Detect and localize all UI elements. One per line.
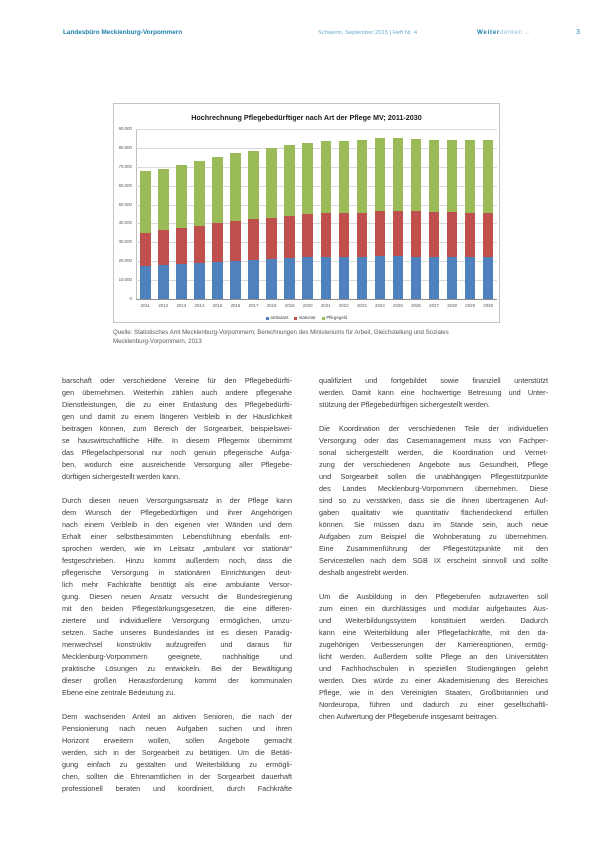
text-line: praktische Lösungen zu entwickeln. Bei der Bewältigung [62, 664, 292, 673]
header-brand-bold: Weiter [477, 29, 500, 36]
bar-segment-ambulant [266, 259, 277, 299]
legend-label: stationär [298, 315, 316, 320]
bar-2019 [284, 145, 295, 299]
header-brand-light: denken ... [500, 29, 531, 36]
text-line: kann eine Weiterbildung aller Pflegefachkräfte, mit den da- [319, 628, 548, 637]
bar-segment-Pflegegeld [248, 151, 259, 220]
gridline [136, 186, 497, 187]
text-line: Eine Zusammenführung der Pflegestützpunkte mit den [319, 544, 548, 553]
y-tick-label: 0 [129, 296, 132, 301]
bar-segment-Pflegegeld [429, 140, 440, 213]
x-axis-line [136, 299, 497, 300]
bar-2029 [465, 140, 476, 299]
y-tick-label: 70.000 [118, 163, 132, 169]
bar-segment-stationär [375, 211, 386, 256]
bar-2021 [321, 141, 332, 299]
bar-2030 [483, 140, 494, 299]
text-line: gung. Diesen neuen Ansatz versucht die Bundesregierung [62, 592, 292, 601]
text-line: Dienstleistungen, die zu einer Entlastung des Pflegebedürfti- [62, 400, 292, 409]
text-line: zung der verschiedenen Angebote aus Gesundheit, Pflege [319, 460, 548, 469]
text-line: Um die Ausbildung in den Pflegeberufen aufzuwerten soll [319, 592, 548, 601]
bar-segment-Pflegegeld [447, 140, 458, 213]
y-tick-label: 80.000 [118, 144, 132, 150]
text-column-right [319, 375, 548, 735]
legend-swatch-icon [322, 317, 325, 320]
text-line: Versorgung oder das Casemanagement muss von Fachper- [319, 436, 548, 445]
text-line: ben, wodurch eine ausreichende Versorgung aller Pflegebe- [62, 460, 292, 469]
text-line: werden. Damit kann eine hochwertige Betreuung und Unter- [319, 388, 548, 397]
bar-segment-ambulant [321, 257, 332, 299]
x-tick-label: 2017 [248, 303, 259, 308]
text-line: nach einem Verbleib in den eigenen vier Wänden und dem [62, 520, 292, 529]
bar-2014 [194, 161, 205, 299]
text-line: können. Sie müssen dazu im Stande sein, auch neue [319, 520, 548, 529]
text-line: gen und damit zu einem längeren Verbleib in der Häuslichkeit [62, 412, 292, 421]
text-line: dem Wunsch der Pflegebedürftigen und ihrer Angehörigen [62, 508, 292, 517]
figure-caption [113, 328, 513, 346]
bar-segment-stationär [483, 213, 494, 258]
bar-2028 [447, 140, 458, 299]
bar-segment-stationär [357, 213, 368, 257]
text-line: werden. Dies würde zu einer Akademisierung des Bereiches [319, 676, 548, 685]
chart-legend [114, 315, 499, 321]
y-tick-label: 60.000 [118, 182, 132, 188]
bar-segment-Pflegegeld [266, 148, 277, 218]
text-line: zum einen ein durchlässiges und modular aufgebautes Aus- [319, 604, 548, 613]
text-line: Mecklenburg-Vorpommern geeignete, nachhaltige und [62, 652, 292, 661]
text-line: professionell beraten und koordiniert, durch Fachkräfte [62, 784, 292, 793]
text-line: stützung der Pflegebedürftigen sichergestellt werden. [319, 400, 490, 409]
bar-segment-Pflegegeld [194, 161, 205, 226]
bar-segment-Pflegegeld [321, 141, 332, 213]
y-tick-label: 50.000 [118, 201, 132, 207]
text-line: und Weiterbildungssystem konstituiert werden. Dadurch [319, 616, 548, 625]
bar-segment-stationär [212, 223, 223, 262]
bar-2024 [375, 138, 386, 299]
bar-2017 [248, 151, 259, 299]
x-tick-label: 2023 [356, 303, 367, 308]
bar-2016 [230, 153, 241, 299]
text-line: ziertere und individuellere Versorgung ermöglichen, umzu- [62, 616, 292, 625]
text-line: chen, sollten die Ehrenamtlichen in der Sorgearbeit dauerhaft [62, 772, 292, 781]
legend-item [322, 315, 347, 321]
bar-segment-ambulant [375, 256, 386, 299]
bar-segment-Pflegegeld [176, 165, 187, 228]
text-line: pflegerische Versorgung in stationären Einrichtungen deut- [62, 568, 292, 577]
text-line: Aufgaben zum Beispiel die Wohnberatung zu übernehmen. [319, 532, 548, 541]
x-tick-label: 2027 [429, 303, 439, 308]
bar-2018 [266, 148, 277, 299]
bar-segment-ambulant [411, 257, 422, 299]
gridline [136, 205, 497, 206]
bar-segment-Pflegegeld [140, 171, 151, 232]
text-column-left [62, 375, 292, 807]
text-line: Ebene eine zentrale Bedeutung zu. [62, 688, 176, 697]
bar-segment-ambulant [140, 266, 151, 299]
text-line: setzen. Sache unseres Bundeslandes ist es diesen Paradig- [62, 628, 292, 637]
bar-segment-stationär [176, 228, 187, 264]
text-line: sonal sichergestellt werden, die Koordination und Vernet- [319, 448, 548, 457]
legend-swatch-icon [266, 317, 269, 320]
text-line: dürftigen sichergestellt werden kann. [62, 472, 181, 481]
bar-segment-Pflegegeld [483, 140, 494, 213]
x-tick-label: 2024 [375, 303, 385, 308]
text-line: Nordeuropa, führen und dadurch zu einer gesellschaftli- [319, 700, 548, 709]
bar-segment-ambulant [393, 256, 404, 299]
text-line: beitragen können, zum Bereich der Sorgearbeit, beispielswei- [62, 424, 292, 433]
y-axis-line [136, 129, 137, 299]
text-line: gaben qualitativ wie quantitativ flächendeckend erfüllen [319, 508, 548, 517]
bar-segment-stationär [411, 211, 422, 257]
bar-2011 [140, 171, 151, 299]
text-line: gen übernehmen. Weiterhin zählen auch andere pflegenahe [62, 388, 292, 397]
x-tick-label: 2013 [176, 303, 187, 308]
caption-line: Mecklenburg-Vorpommern, 2013 [113, 338, 202, 345]
text-line: Pflege, wie in den Vereinigten Staaten, Großbritannien und [319, 688, 548, 697]
x-tick-label: 2020 [302, 303, 313, 308]
text-line: licht werden. Außerdem sollte Pflege an den Universitäten [319, 652, 548, 661]
text-line: barschaft oder verschiedene Vereine für den Pflegebedürfti- [62, 376, 292, 385]
y-tick-label: 90.000 [118, 126, 132, 131]
x-tick-label: 2018 [266, 303, 277, 308]
x-tick-label: 2011 [140, 303, 150, 308]
bar-segment-stationär [429, 212, 440, 257]
text-line: mit den beiden Pflegestärkungsgesetzen, die eine differen- [62, 604, 292, 613]
x-tick-label: 2030 [483, 303, 494, 308]
bar-segment-ambulant [176, 264, 187, 299]
bar-segment-Pflegegeld [357, 140, 368, 213]
bar-segment-stationär [393, 211, 404, 256]
legend-item [266, 315, 289, 321]
chart-figure [113, 103, 500, 323]
text-line: dieser großen Herausforderung kommt der kommunalen [62, 676, 292, 685]
header-issue-info: Schwerin, September 2015 | Heft Nr. 4 [318, 30, 418, 36]
gridline [136, 129, 497, 130]
bar-segment-stationär [339, 213, 350, 257]
bar-segment-ambulant [248, 260, 259, 299]
gridline [136, 261, 497, 262]
bar-segment-ambulant [465, 257, 476, 299]
bar-segment-stationär [447, 212, 458, 257]
bar-2012 [158, 169, 169, 299]
page-number: 3 [576, 27, 580, 36]
bar-segment-Pflegegeld [465, 140, 476, 213]
bar-segment-ambulant [447, 257, 458, 299]
text-line: und Sorgearbeit sollen die unabhängigen Pflegestützpunkte [319, 472, 548, 481]
x-tick-label: 2029 [465, 303, 476, 308]
x-tick-label: 2026 [411, 303, 421, 308]
text-line: Die Koordination der verschiedenen Teile der individuellen [319, 424, 548, 433]
bar-segment-ambulant [284, 258, 295, 299]
paragraph [62, 375, 292, 483]
text-line: Servicestellen nach dem SGB IX erscheint sinnvoll und sollte [319, 556, 548, 565]
x-tick-label: 2014 [194, 303, 205, 308]
bar-segment-stationär [266, 218, 277, 259]
bar-2020 [302, 143, 313, 299]
y-tick-label: 40.000 [118, 220, 132, 226]
bar-2026 [411, 139, 422, 299]
x-tick-label: 2012 [158, 303, 169, 308]
bar-segment-ambulant [483, 257, 494, 299]
text-line: und Fachhochschulen in speziellen Studiengängen gelehrt [319, 664, 548, 673]
bar-2027 [429, 140, 440, 299]
text-line: werden, sich in der Sorgearbeit zu betätigen. Um die Betäti- [62, 748, 292, 757]
paragraph [319, 591, 548, 723]
header-brand [477, 28, 531, 38]
bar-segment-ambulant [212, 262, 223, 299]
bar-segment-stationär [140, 233, 151, 267]
bar-segment-Pflegegeld [212, 157, 223, 223]
bar-segment-Pflegegeld [375, 138, 386, 211]
text-line: Dem wachsenden Anteil an aktiven Senioren, die nach der [62, 712, 292, 721]
gridline [136, 148, 497, 149]
text-line: sprochen werden, wie im Leitsatz „ambulant vor stationär“ [62, 544, 292, 553]
text-line: Durch diesen neuen Versorgungsansatz in der Pflege kann [62, 496, 292, 505]
text-line: Erhalt einer selbstbestimmten Lebensführung ebenfalls ent- [62, 532, 292, 541]
text-line: se hauswirtschaftliche Hilfe. In diesem Pflegemix übernimmt [62, 436, 292, 445]
legend-label: ambulant [270, 315, 289, 320]
bar-segment-ambulant [302, 257, 313, 299]
gridline [136, 242, 497, 243]
text-line: das Pflegefachpersonal nur noch genuin pflegerische Aufga- [62, 448, 292, 457]
x-tick-label: 2021 [320, 303, 331, 308]
text-line: sind so zu verstärken, dass sie die ihnen übertragenen Auf- [319, 496, 548, 505]
bar-segment-Pflegegeld [302, 143, 313, 215]
bar-segment-stationär [302, 214, 313, 257]
legend-item [294, 315, 315, 321]
bar-2023 [357, 140, 368, 299]
x-tick-label: 2022 [338, 303, 349, 308]
text-line: festgeschrieben. Hinzu kommt außerdem noch, dass die [62, 556, 292, 565]
bar-segment-stationär [321, 213, 332, 256]
caption-line: Quelle: Statistisches Amt Mecklenburg-Vorpommern; Berechnungen des Ministeriums für Arbeit, Gleichstellung und Soziales [113, 329, 449, 336]
text-line: qualifiziert und fortgebildet sowie finanziell unterstützt [319, 376, 548, 385]
paragraph [62, 495, 292, 699]
x-tick-label: 2025 [393, 303, 403, 308]
legend-label: Pflegegeld [326, 315, 348, 320]
text-line: zugehörigen Verbesserungen der Karriereoptionen, ermög- [319, 640, 548, 649]
text-line: Pensionierung nach neuen Aufgaben suchen und ihren [62, 724, 292, 733]
bar-segment-Pflegegeld [393, 138, 404, 211]
bar-segment-Pflegegeld [339, 141, 350, 213]
x-tick-label: 2015 [212, 303, 223, 308]
bar-segment-Pflegegeld [411, 139, 422, 212]
bar-segment-Pflegegeld [284, 145, 295, 217]
text-line: chen Aufwertung der Pflegeberufe insgesamt beitragen. [319, 712, 499, 721]
chart-title: Hochrechnung Pflegebedürftiger nach Art der Pflege MV; 2011-2030 [191, 113, 422, 122]
bar-segment-Pflegegeld [158, 169, 169, 230]
chart-plot [136, 129, 497, 299]
bar-segment-ambulant [230, 261, 241, 299]
bar-segment-ambulant [339, 257, 350, 299]
bar-segment-ambulant [357, 257, 368, 299]
header-organization: Landesbüro Mecklenburg-Vorpommern [63, 29, 183, 36]
bar-segment-ambulant [194, 263, 205, 299]
paragraph [319, 375, 548, 411]
y-tick-label: 30.000 [118, 239, 132, 245]
legend-swatch-icon [294, 317, 297, 320]
text-line: deshalb angestrebt werden. [319, 568, 409, 577]
x-tick-label: 2028 [447, 303, 457, 308]
y-tick-label: 10.000 [118, 277, 132, 283]
paragraph [319, 423, 548, 579]
bar-segment-stationär [248, 219, 259, 260]
bar-segment-stationär [230, 221, 241, 261]
bar-2015 [212, 157, 223, 299]
bar-2025 [393, 138, 404, 299]
y-tick-label: 20.000 [118, 258, 132, 264]
bar-2022 [339, 141, 350, 299]
gridline [136, 280, 497, 281]
gridline [136, 167, 497, 168]
text-line: gung einfach zu gestalten und Weiterbildung zu ermögli- [62, 760, 292, 769]
x-tick-label: 2016 [230, 303, 241, 308]
text-line: des Landes Mecklenburg-Vorpommern übernehmen. Diese [319, 484, 548, 493]
bar-segment-stationär [194, 226, 205, 263]
bar-segment-Pflegegeld [230, 153, 241, 221]
bar-2013 [176, 165, 187, 299]
bar-segment-ambulant [158, 265, 169, 299]
text-line: lich mehr Fachkräfte benötigt als eine ambulante Versor- [62, 580, 292, 589]
bar-segment-ambulant [429, 257, 440, 299]
bar-segment-stationär [158, 230, 169, 265]
text-line: Horizont erweitern wollen, sollen Angebote gemacht [62, 736, 292, 745]
paragraph [62, 711, 292, 795]
x-tick-label: 2019 [284, 303, 295, 308]
bar-segment-stationär [465, 213, 476, 257]
bar-segment-stationär [284, 216, 295, 257]
text-line: menwechsel konstruktiv aufzugreifen und daraus für [62, 640, 292, 649]
gridline [136, 223, 497, 224]
